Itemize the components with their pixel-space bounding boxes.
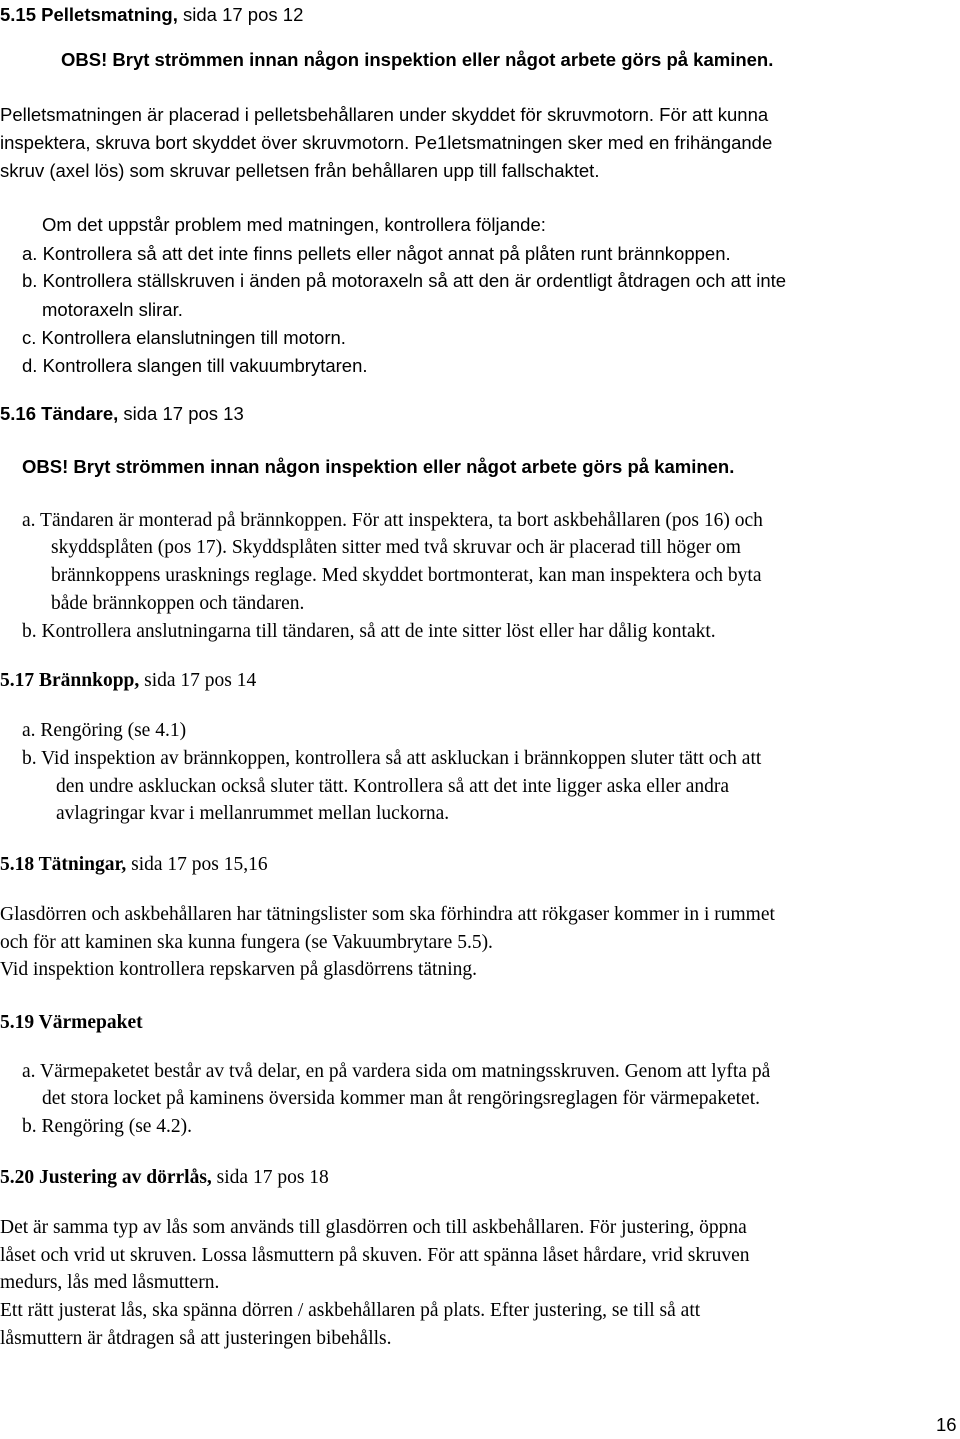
section-5-18-heading <box>0 851 268 879</box>
section-5-16-heading <box>0 400 244 428</box>
section-5-16-title: 5.16 Tändare, <box>0 403 119 424</box>
list-item-continuation: skyddsplåten (pos 17). Skyddsplåten sitter med två skruvar och är placerad till höger om <box>51 537 741 558</box>
section-5-20-paragraph-line: medurs, lås med låsmuttern. <box>0 1272 220 1293</box>
list-item-continuation: den undre askluckan också sluter tätt. Kontrollera så att det inte ligger aska eller andra <box>56 776 730 797</box>
list-item-continuation: motoraxeln slirar. <box>42 299 183 320</box>
section-5-15-paragraph-line: Pelletsmatningen är placerad i pelletsbehållaren under skyddet för skruvmotorn. För att kunna <box>0 104 769 125</box>
list-item-continuation: brännkoppens urasknings reglage. Med skyddet bortmonterat, kan man inspektera och byta <box>51 565 762 586</box>
section-5-16-ref: sida 17 pos 13 <box>118 403 244 424</box>
section-5-18-paragraph-line: Vid inspektion kontrollera repskarven på glasdörrens tätning. <box>0 959 477 980</box>
section-5-20-paragraph-line: Det är samma typ av lås som används till glasdörren och till askbehållaren. För justering, öppna <box>0 1217 747 1238</box>
list-item: b. Kontrollera ställskruven i änden på motoraxeln så att den är ordentligt åtdragen och att inte <box>22 270 787 291</box>
section-5-17-ref: sida 17 pos 14 <box>139 670 257 691</box>
section-5-18-paragraph-line: och för att kaminen ska kunna fungera (se Vakuumbrytare 5.5). <box>0 932 493 953</box>
section-5-15-ref: sida 17 pos 12 <box>177 4 304 25</box>
section-5-15-paragraph-line: skruv (axel lös) som skruvar pelletsen från behållaren upp till fallschaktet. <box>0 160 600 181</box>
section-5-18-title: 5.18 Tätningar, <box>0 854 127 875</box>
section-5-20-ref: sida 17 pos 18 <box>211 1167 329 1188</box>
section-5-18-ref: sida 17 pos 15,16 <box>126 854 268 875</box>
list-item: c. Kontrollera elanslutningen till motorn. <box>22 327 346 348</box>
list-item-continuation: både brännkoppen och tändaren. <box>51 593 305 614</box>
list-item: b. Kontrollera anslutningarna till tändaren, så att de inte sitter löst eller har dålig kontakt. <box>22 621 716 642</box>
list-item: b. Vid inspektion av brännkoppen, kontrollera så att askluckan i brännkoppen sluter tätt och att <box>22 748 762 769</box>
list-item: a. Värmepaketet består av två delar, en på vardera sida om matningsskruven. Genom att lyfta på <box>22 1061 771 1082</box>
section-5-15-paragraph-line: inspektera, skruva bort skyddet över skruvmotorn. Pe1letsmatningen sker med en frihängande <box>0 132 773 153</box>
section-5-20-heading <box>0 1164 329 1192</box>
list-item: d. Kontrollera slangen till vakuumbrytaren. <box>22 355 368 376</box>
section-5-17-title: 5.17 Brännkopp, <box>0 670 140 691</box>
section-5-20-paragraph-line: låsmuttern är åtdragen så att justeringen bibehålls. <box>0 1328 392 1349</box>
section-5-15-warning: OBS! Bryt strömmen innan någon inspektion eller något arbete görs på kaminen. <box>61 49 774 70</box>
page-number: 16 <box>936 1414 957 1435</box>
list-item: a. Tändaren är monterad på brännkoppen. För att inspektera, ta bort askbehållaren (pos 16) och <box>22 510 763 531</box>
section-5-20-paragraph-line: Ett rätt justerat lås, ska spänna dörren / askbehållaren på plats. Efter justering, se till så att <box>0 1300 701 1321</box>
section-5-15-title: 5.15 Pelletsmatning, <box>0 4 178 25</box>
section-5-15-heading <box>0 1 303 29</box>
section-5-16-warning: OBS! Bryt strömmen innan någon inspektion eller något arbete görs på kaminen. <box>22 456 735 477</box>
section-5-18-paragraph-line: Glasdörren och askbehållaren har tätningslister som ska förhindra att rökgaser kommer in i rummet <box>0 904 775 925</box>
section-5-20-paragraph-line: låset och vrid ut skruven. Lossa låsmuttern på skuven. För att spänna låset hårdare, vrid skruven <box>0 1245 750 1266</box>
section-5-20-title: 5.20 Justering av dörrlås, <box>0 1167 212 1188</box>
section-5-15-lead: Om det uppstår problem med matningen, kontrollera följande: <box>42 214 546 235</box>
list-item-continuation: det stora locket på kaminens översida kommer man åt rengöringsreglagen för värmepaketet. <box>42 1088 760 1109</box>
list-item: b. Rengöring (se 4.2). <box>22 1116 193 1137</box>
list-item-continuation: avlagringar kvar i mellanrummet mellan luckorna. <box>56 803 450 824</box>
list-item: a. Kontrollera så att det inte finns pellets eller något annat på plåten runt brännkoppen. <box>22 243 731 264</box>
section-5-17-heading <box>0 667 256 695</box>
list-item: a. Rengöring (se 4.1) <box>22 720 187 741</box>
section-5-19-heading: 5.19 Värmepaket <box>0 1012 143 1033</box>
